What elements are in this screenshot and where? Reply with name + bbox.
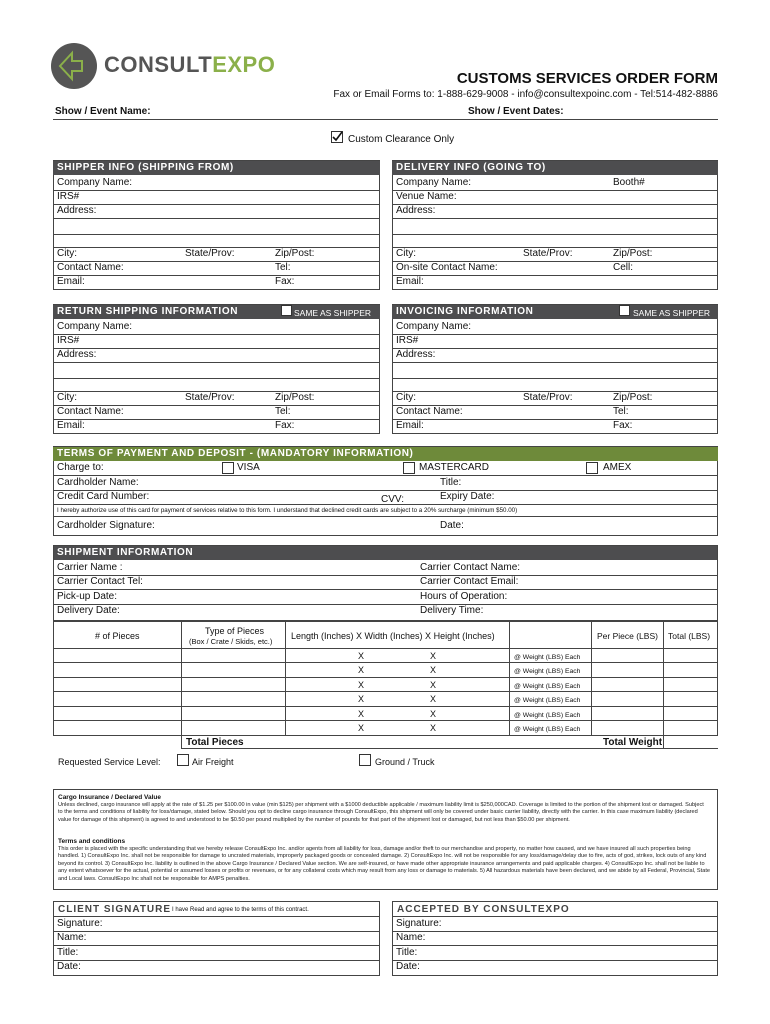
col-type: Type of Pieces xyxy=(205,626,265,636)
delivery-booth[interactable]: Booth# xyxy=(613,177,645,188)
delivery-email[interactable]: Email: xyxy=(396,276,424,287)
col-dims: Length (Inches) X Width (Inches) X Height (Inches) xyxy=(291,631,495,641)
payment-date[interactable]: Date: xyxy=(440,520,464,531)
client-signature-note: I have Read and agree to the terms of this contract. xyxy=(172,907,309,913)
carrier-contact-name[interactable]: Carrier Contact Name: xyxy=(420,562,521,573)
insurance-text: Unless declined, cargo insurance will apply at the rate of $1.25 per $100.00 in value (min $125) per shipment with a $1000 deductible applicable / maximum liability limit is $250,000CAD. Coverage is limited to the portion of the shipment lost or damaged. Subject to the terms and conditions of liability for loss/damage, stated below. Should you opt to decline cargo insurance through ConsultExpo, this shipment will only be covered under basic carrier liability, directly with the carrier. In this case maximum liability (declared value for damage of this shipment) is agreed to and understood to be $0.50 per pound multiplied by the number of pounds for that part of the shipment lost or damaged, but not less than $50.00 per shipment. xyxy=(58,802,704,823)
amex-checkbox[interactable] xyxy=(586,462,598,474)
col-per-piece: Per Piece (LBS) xyxy=(597,631,658,641)
shipper-contact[interactable]: Contact Name: xyxy=(57,262,124,273)
dim-x1: X xyxy=(358,694,365,704)
invoicing-zip[interactable]: Zip/Post: xyxy=(613,392,653,403)
expiry-date[interactable]: Expiry Date: xyxy=(440,491,495,502)
shipper-tel[interactable]: Tel: xyxy=(275,262,291,273)
return-state[interactable]: State/Prov: xyxy=(185,392,235,403)
custom-clearance-checkbox[interactable] xyxy=(331,131,343,143)
shipper-fax[interactable]: Fax: xyxy=(275,276,295,287)
accepted-header: ACCEPTED BY CONSULTEXPO xyxy=(397,904,570,915)
air-freight-label: Air Freight xyxy=(192,757,234,767)
shipper-email[interactable]: Email: xyxy=(57,276,85,287)
invoicing-irs[interactable]: IRS# xyxy=(396,335,419,346)
ground-truck-label: Ground / Truck xyxy=(375,757,435,767)
return-zip[interactable]: Zip/Post: xyxy=(275,392,315,403)
dim-x2: X xyxy=(430,680,437,690)
show-event-dates[interactable]: Show / Event Dates: xyxy=(468,106,564,117)
weight-each-label: @ Weight (LBS) Each xyxy=(514,712,581,719)
cardholder-signature[interactable]: Cardholder Signature: xyxy=(57,520,155,531)
contact-line: Fax or Email Forms to: 1-888-629-9008 - info@consultexpoinc.com - Tel:514-482-8886 xyxy=(333,89,718,100)
invoicing-company[interactable]: Company Name: xyxy=(396,321,472,332)
delivery-date[interactable]: Delivery Date: xyxy=(57,605,120,616)
dim-x2: X xyxy=(430,723,437,733)
carrier-email[interactable]: Carrier Contact Email: xyxy=(420,576,519,587)
delivery-address[interactable]: Address: xyxy=(396,205,436,216)
delivery-venue[interactable]: Venue Name: xyxy=(396,191,457,202)
dim-x1: X xyxy=(358,709,365,719)
delivery-time[interactable]: Delivery Time: xyxy=(420,605,484,616)
dim-x1: X xyxy=(358,665,365,675)
invoicing-email[interactable]: Email: xyxy=(396,420,424,431)
custom-clearance-label: Custom Clearance Only xyxy=(348,134,455,145)
col-total: Total (LBS) xyxy=(668,631,711,641)
payment-title[interactable]: Title: xyxy=(440,477,462,488)
delivery-onsite[interactable]: On-site Contact Name: xyxy=(396,262,498,273)
dim-x2: X xyxy=(430,709,437,719)
weight-each-label: @ Weight (LBS) Each xyxy=(514,697,581,704)
pickup-date[interactable]: Pick-up Date: xyxy=(57,591,118,602)
charge-to-label: Charge to: xyxy=(57,462,104,473)
shipper-address[interactable]: Address: xyxy=(57,205,97,216)
mastercard-label: MASTERCARD xyxy=(419,462,490,473)
cvv[interactable]: CVV: xyxy=(381,494,404,505)
hours-of-operation[interactable]: Hours of Operation: xyxy=(420,591,508,602)
weight-each-label: @ Weight (LBS) Each xyxy=(514,668,581,675)
accepted-date[interactable]: Date: xyxy=(396,961,420,972)
shipper-zip[interactable]: Zip/Post: xyxy=(275,248,315,259)
visa-label: VISA xyxy=(237,462,260,473)
terms-title: Terms and conditions xyxy=(58,838,126,845)
dim-x1: X xyxy=(358,680,365,690)
air-freight-checkbox[interactable] xyxy=(177,754,189,766)
weight-each-label: @ Weight (LBS) Each xyxy=(514,726,581,733)
logo-arrow-icon xyxy=(50,42,98,90)
carrier-name[interactable]: Carrier Name : xyxy=(57,562,123,573)
visa-checkbox[interactable] xyxy=(222,462,234,474)
shipper-irs[interactable]: IRS# xyxy=(57,191,80,202)
invoicing-header: INVOICING INFORMATION xyxy=(392,305,718,319)
service-level-label: Requested Service Level: xyxy=(58,757,161,767)
shipper-header: SHIPPER INFO (SHIPPING FROM) xyxy=(53,161,380,175)
col-pieces: # of Pieces xyxy=(95,631,140,641)
invoicing-tel[interactable]: Tel: xyxy=(613,406,629,417)
total-pieces: Total Pieces xyxy=(186,737,244,748)
terms-text: This order is placed with the specific understanding that we hereby release ConsultExpo Inc. and/or agents from all liability for loss, damage and/or theft to our merchandise and property, no matter how caused, and we have insured all such properties being handled. 1) ConsultExpo Inc. shall not be responsible for damage to uncrated materials, improperly packaged goods or concealed damage. 2) ConsultExpo Inc. will not be responsible for any loss/damage/delay due to fire, acts of god, strikes, lock outs of any kind beyond its control. 3) ConsultExpo Inc. liability is outlined in the above Cargo Insurance / Declared Value section. We are self-insured, or have made other appropriate insurance arrangements and paid applicable charges. 4) ConsultExpo Inc. shall not be liable to any extent whatsoever for the actual, potential or assumed losses or profits or revenues, or for any collateral costs which may result from any loss or damage to materials. 5) All hazardous materials have been declared, and we abide by all Federal, Provincial, State and Local laws. ConsultExpo Inc shall not be responsible for AMPS penalties. xyxy=(58,846,710,882)
client-date[interactable]: Date: xyxy=(57,961,81,972)
check-icon xyxy=(331,131,343,143)
mastercard-checkbox[interactable] xyxy=(403,462,415,474)
dim-x1: X xyxy=(358,651,365,661)
weight-each-label: @ Weight (LBS) Each xyxy=(514,683,581,690)
shipper-city[interactable]: City: xyxy=(57,248,77,259)
invoicing-city[interactable]: City: xyxy=(396,392,416,403)
logo-text-consult: CONSULT xyxy=(104,52,213,77)
insurance-title: Cargo Insurance / Declared Value xyxy=(58,794,161,801)
invoicing-same-label: SAME AS SHIPPER xyxy=(633,308,710,318)
logo-text-expo: EXPO xyxy=(212,52,276,77)
dim-x1: X xyxy=(358,723,365,733)
invoicing-state[interactable]: State/Prov: xyxy=(523,392,573,403)
delivery-header: DELIVERY INFO (GOING TO) xyxy=(392,161,718,175)
ground-truck-checkbox[interactable] xyxy=(359,754,371,766)
dim-x2: X xyxy=(430,694,437,704)
total-weight: Total Weight xyxy=(603,737,663,748)
carrier-tel[interactable]: Carrier Contact Tel: xyxy=(57,576,143,587)
client-title[interactable]: Title: xyxy=(57,947,79,958)
accepted-title[interactable]: Title: xyxy=(396,947,418,958)
shipper-state[interactable]: State/Prov: xyxy=(185,248,235,259)
col-type-sub: (Box / Crate / Skids, etc.) xyxy=(189,637,273,646)
shipper-company[interactable]: Company Name: xyxy=(57,177,133,188)
client-signature-header: CLIENT SIGNATURE xyxy=(58,904,172,915)
logo xyxy=(50,42,290,90)
amex-label: AMEX xyxy=(603,462,632,473)
authorize-text: I hereby authorize use of this card for payment of services relative to this form. I understand that declined credit cards are subject to a 20% surcharge (minimum $50.00) xyxy=(57,507,518,514)
cardholder-name[interactable]: Cardholder Name: xyxy=(57,477,139,488)
delivery-cell[interactable]: Cell: xyxy=(613,262,634,273)
return-city[interactable]: City: xyxy=(57,392,77,403)
return-header: RETURN SHIPPING INFORMATION xyxy=(53,305,380,319)
return-company[interactable]: Company Name: xyxy=(57,321,133,332)
return-email[interactable]: Email: xyxy=(57,420,85,431)
return-same-checkbox[interactable] xyxy=(281,305,292,316)
return-fax[interactable]: Fax: xyxy=(275,420,295,431)
delivery-company[interactable]: Company Name: xyxy=(396,177,472,188)
invoicing-fax[interactable]: Fax: xyxy=(613,420,633,431)
return-irs[interactable]: IRS# xyxy=(57,335,80,346)
invoicing-contact[interactable]: Contact Name: xyxy=(396,406,463,417)
shipment-header: SHIPMENT INFORMATION xyxy=(53,546,718,560)
return-tel[interactable]: Tel: xyxy=(275,406,291,417)
show-event-name[interactable]: Show / Event Name: xyxy=(55,106,151,117)
invoicing-same-checkbox[interactable] xyxy=(619,305,630,316)
invoicing-address[interactable]: Address: xyxy=(396,349,436,360)
delivery-zip[interactable]: Zip/Post: xyxy=(613,248,653,259)
return-contact[interactable]: Contact Name: xyxy=(57,406,124,417)
client-signature[interactable]: Signature: xyxy=(57,918,103,929)
client-name[interactable]: Name: xyxy=(57,932,87,943)
return-same-label: SAME AS SHIPPER xyxy=(294,308,371,318)
dim-x2: X xyxy=(430,665,437,675)
delivery-state[interactable]: State/Prov: xyxy=(523,248,573,259)
payment-header: TERMS OF PAYMENT AND DEPOSIT - (MANDATORY INFORMATION) xyxy=(53,447,718,461)
weight-each-label: @ Weight (LBS) Each xyxy=(514,654,581,661)
accepted-signature[interactable]: Signature: xyxy=(396,918,442,929)
accepted-name[interactable]: Name: xyxy=(396,932,426,943)
delivery-city[interactable]: City: xyxy=(396,248,416,259)
form-title: CUSTOMS SERVICES ORDER FORM xyxy=(456,70,718,87)
card-number[interactable]: Credit Card Number: xyxy=(57,491,150,502)
dim-x2: X xyxy=(430,651,437,661)
return-address[interactable]: Address: xyxy=(57,349,97,360)
